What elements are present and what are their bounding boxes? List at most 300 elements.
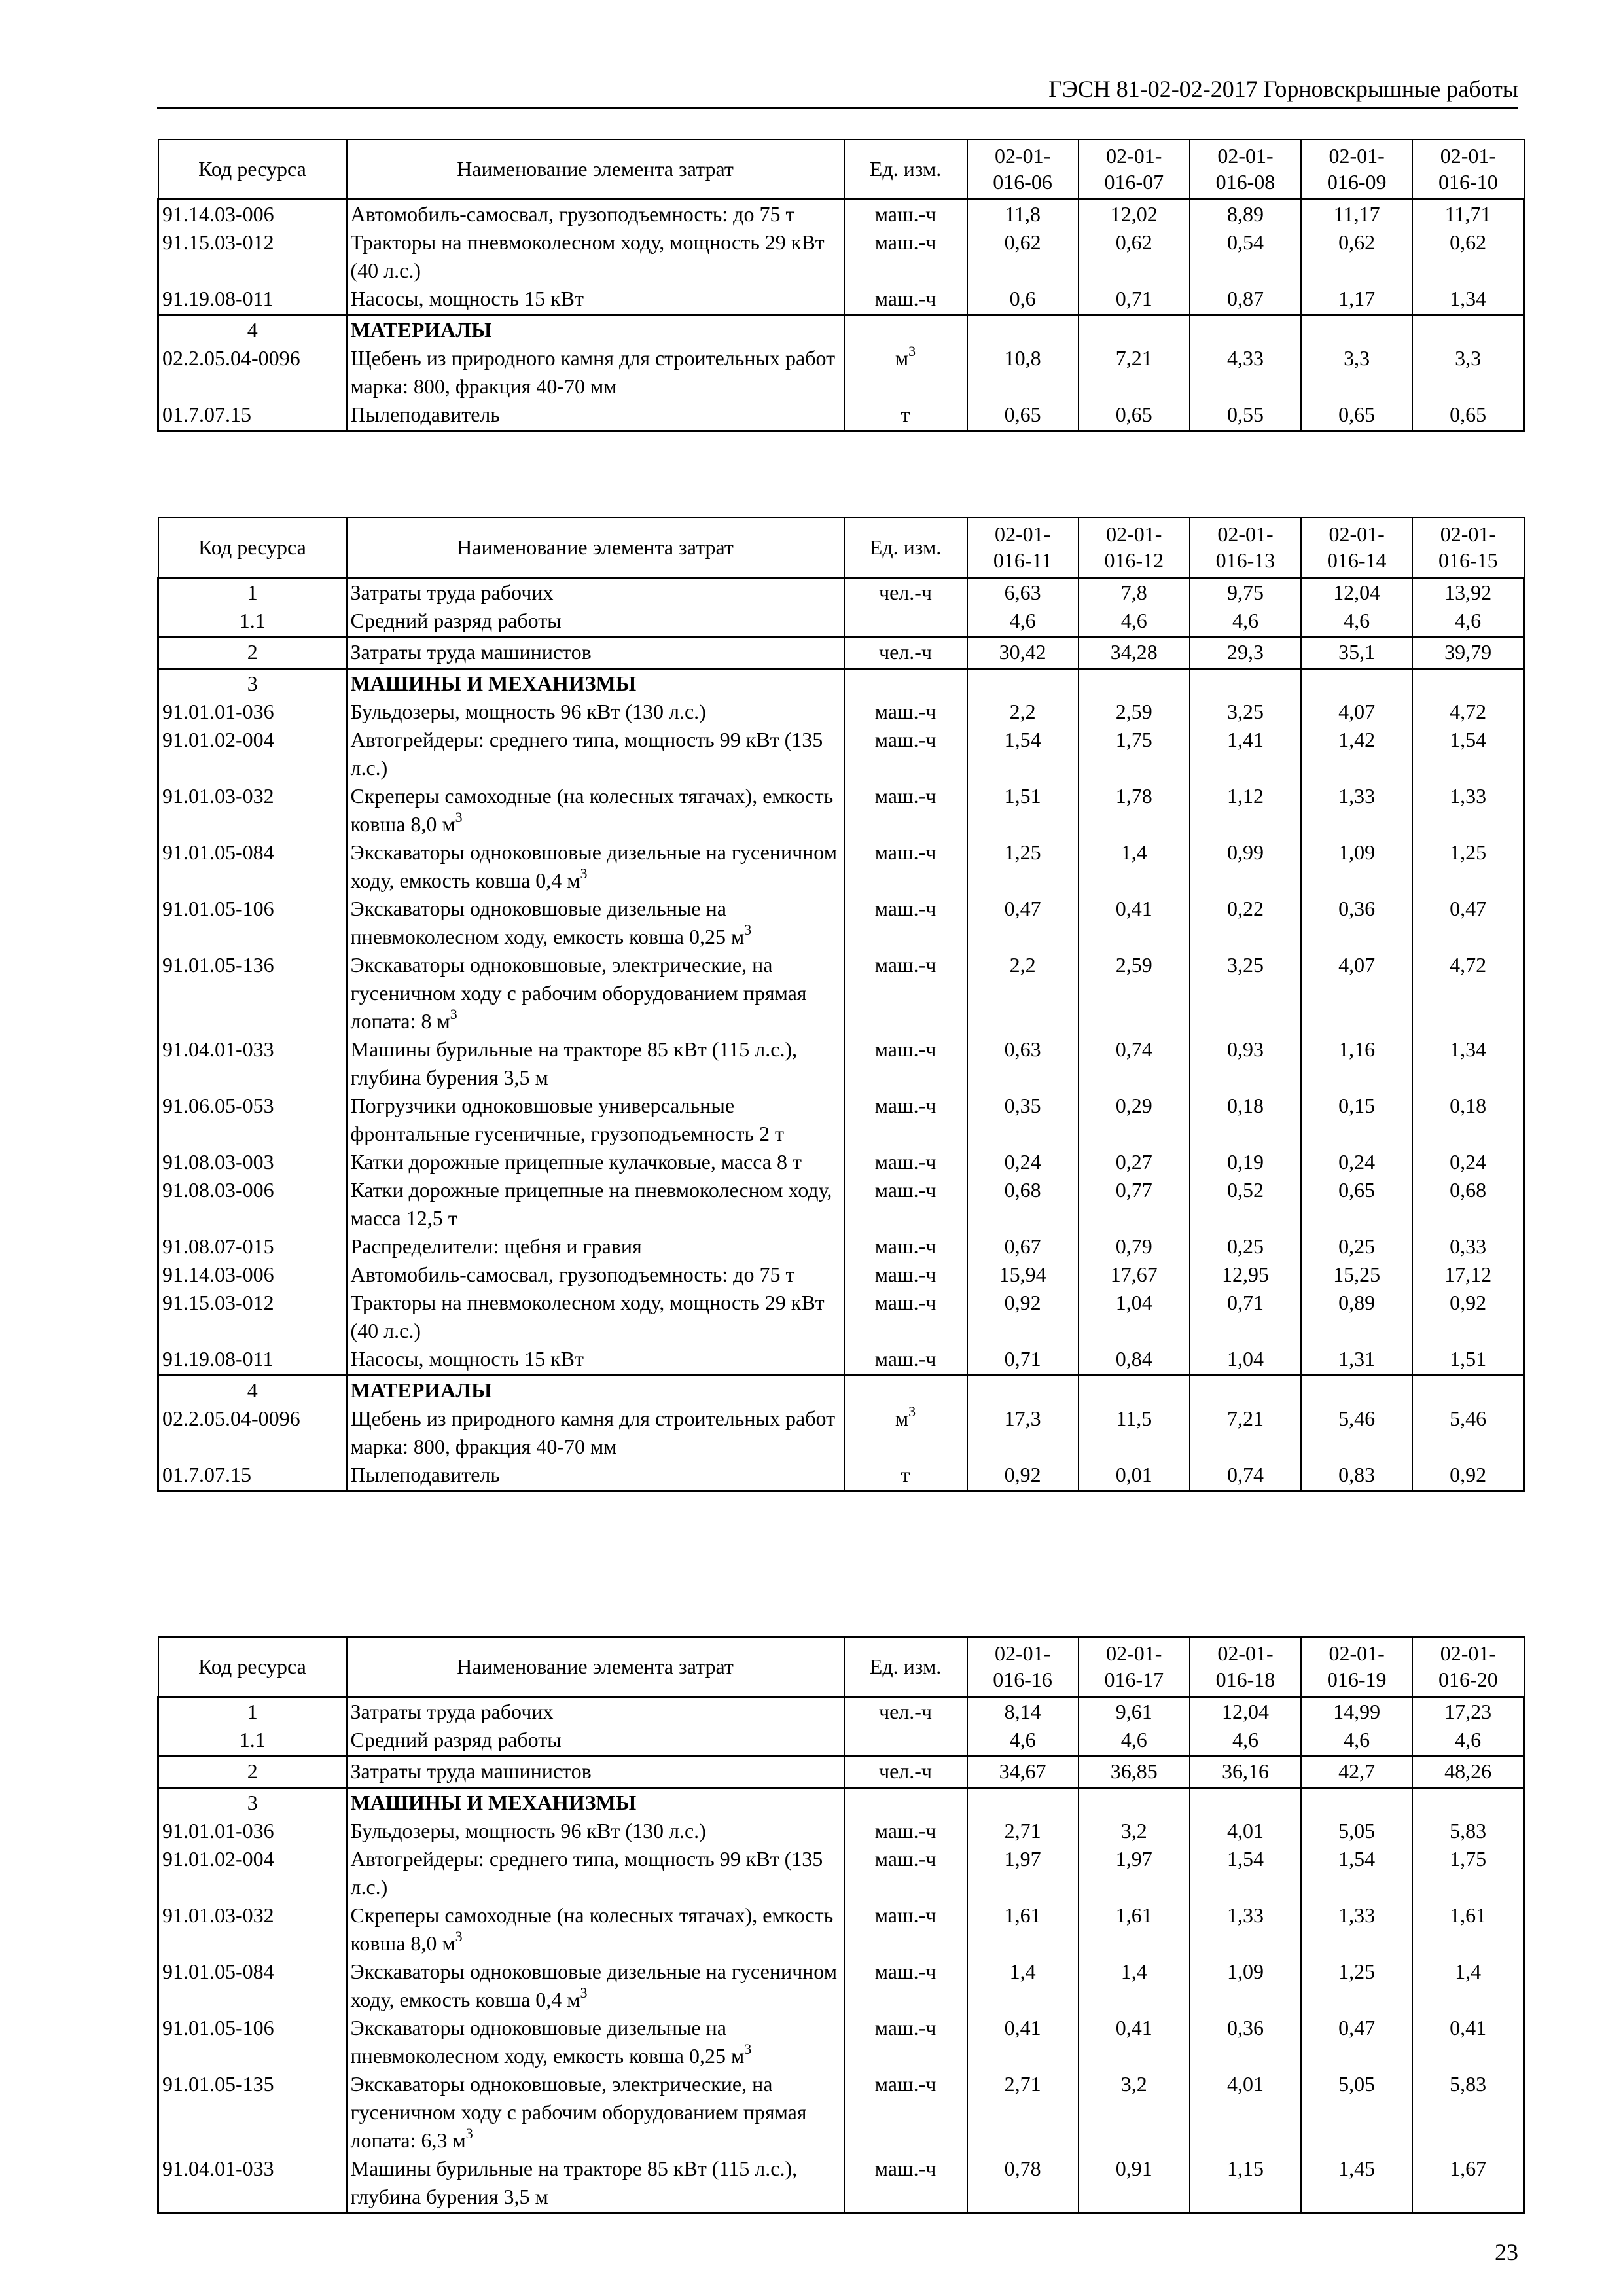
value-cell: 0,01 <box>1079 1461 1190 1492</box>
value-cell: 0,89 <box>1301 1289 1412 1345</box>
table-section <box>158 1787 1524 2213</box>
resource-code-cell: 1.1 <box>158 1726 347 1757</box>
value-cell: 0,79 <box>1079 1232 1190 1261</box>
unit-cell <box>844 315 967 344</box>
value-cell: 0,63 <box>967 1035 1079 1092</box>
unit-text: маш.-ч <box>874 1234 936 1258</box>
table-row <box>158 726 1524 782</box>
cost-element-name: Пылеподавитель <box>350 1462 500 1486</box>
value-cell: 2,71 <box>967 2070 1079 2155</box>
value-cell <box>1301 668 1412 698</box>
unit-cell <box>844 2070 967 2155</box>
norm-code-part: 016-19 <box>1327 1668 1387 1692</box>
norm-code-part: 016-07 <box>1104 170 1164 194</box>
value-cell: 0,65 <box>1301 401 1412 431</box>
cost-element-name-cell <box>347 1901 844 1958</box>
value-cell: 2,2 <box>967 951 1079 1035</box>
value-cell: 1,25 <box>1301 1958 1412 2014</box>
column-header-norm-code <box>1190 1637 1301 1696</box>
unit-cell <box>844 1092 967 1148</box>
norm-code-part: 02-01- <box>1329 1641 1385 1666</box>
cost-element-name-cell <box>347 315 844 344</box>
value-cell: 5,83 <box>1412 2070 1524 2155</box>
resource-code-cell: 91.01.03-032 <box>158 1901 347 1958</box>
value-cell: 0,35 <box>967 1092 1079 1148</box>
resource-code-cell: 01.7.07.15 <box>158 1461 347 1492</box>
value-cell: 0,65 <box>1412 401 1524 431</box>
superscript: 3 <box>465 2125 473 2142</box>
cost-element-name: Экскаваторы одноковшовые дизельные на гусеничном ходу, емкость ковша 0,4 м <box>350 1959 837 2011</box>
cost-element-name: Экскаваторы одноковшовые, электрические, на гусеничном ходу с рабочим оборудованием прямая лопата: 8 м <box>350 952 807 1033</box>
cost-element-name: МАТЕРИАЛЫ <box>350 1378 492 1402</box>
cost-element-name: Щебень из природного камня для строительных работ марка: 800, фракция 40-70 мм <box>350 1406 836 1458</box>
cost-element-name-cell <box>347 1817 844 1845</box>
value-cell: 1,51 <box>1412 1345 1524 1376</box>
cost-element-name-cell <box>347 2014 844 2070</box>
unit-cell <box>844 1958 967 2014</box>
superscript: 3 <box>744 921 752 938</box>
value-cell: 1,34 <box>1412 285 1524 315</box>
norm-code-part: 016-06 <box>993 170 1052 194</box>
resource-code-cell: 3 <box>158 1787 347 1817</box>
value-cell: 1,61 <box>967 1901 1079 1958</box>
value-cell: 12,04 <box>1301 577 1412 607</box>
value-cell: 4,6 <box>1190 607 1301 637</box>
unit-text: маш.-ч <box>874 1903 936 1927</box>
value-cell: 1,25 <box>967 838 1079 895</box>
unit-text: м <box>895 1406 909 1430</box>
table-row <box>158 1461 1524 1492</box>
value-cell: 12,04 <box>1190 1696 1301 1726</box>
value-cell: 0,52 <box>1190 1176 1301 1232</box>
norm-code-part: 02-01- <box>1329 522 1385 547</box>
superscript: 3 <box>455 808 463 825</box>
value-cell: 0,92 <box>1412 1289 1524 1345</box>
value-cell: 0,25 <box>1190 1232 1301 1261</box>
norm-code-part: 016-14 <box>1327 548 1387 573</box>
cost-element-name: Щебень из природного камня для строительных работ марка: 800, фракция 40-70 мм <box>350 346 836 398</box>
value-cell: 0,36 <box>1190 2014 1301 2070</box>
cost-element-name-cell <box>347 1148 844 1176</box>
value-cell: 7,8 <box>1079 577 1190 607</box>
value-cell: 0,47 <box>1412 895 1524 951</box>
table-row <box>158 1726 1524 1757</box>
value-cell <box>1079 315 1190 344</box>
value-cell <box>967 1787 1079 1817</box>
unit-text: маш.-ч <box>874 2156 936 2180</box>
resource-code-cell: 4 <box>158 1375 347 1405</box>
norm-code-part: 02-01- <box>994 144 1051 168</box>
cost-element-name: Тракторы на пневмоколесном ходу, мощность 29 кВт (40 л.с.) <box>350 1290 825 1342</box>
norms-table-1 <box>157 139 1525 432</box>
unit-cell <box>844 1375 967 1405</box>
table-section <box>158 315 1524 431</box>
resource-code-cell: 01.7.07.15 <box>158 401 347 431</box>
unit-cell <box>844 285 967 315</box>
resource-code-cell: 91.19.08-011 <box>158 285 347 315</box>
cost-element-name: Бульдозеры, мощность 96 кВт (130 л.с.) <box>350 1818 706 1842</box>
table-row <box>158 228 1524 285</box>
unit-cell <box>844 1726 967 1757</box>
value-cell <box>1412 1787 1524 1817</box>
value-cell: 2,59 <box>1079 698 1190 726</box>
value-cell: 0,24 <box>1301 1148 1412 1176</box>
column-header-name: Наименование элемента затрат <box>347 1637 844 1696</box>
cost-element-name: Затраты труда рабочих <box>350 580 554 604</box>
value-cell: 0,33 <box>1412 1232 1524 1261</box>
value-cell: 14,99 <box>1301 1696 1412 1726</box>
unit-text: чел.-ч <box>878 639 932 664</box>
superscript: 3 <box>580 865 588 882</box>
table-row <box>158 1035 1524 1092</box>
cost-element-name-cell <box>347 1726 844 1757</box>
norm-code-part: 016-10 <box>1438 170 1498 194</box>
unit-text: чел.-ч <box>878 1699 932 1723</box>
value-cell: 0,18 <box>1190 1092 1301 1148</box>
value-cell <box>1301 1787 1412 1817</box>
norm-code-part: 02-01- <box>994 1641 1051 1666</box>
unit-text: маш.-ч <box>874 783 936 808</box>
value-cell: 0,62 <box>1079 228 1190 285</box>
value-cell: 1,97 <box>967 1845 1079 1901</box>
table-row <box>158 1232 1524 1261</box>
value-cell: 4,6 <box>1301 1726 1412 1757</box>
value-cell: 15,94 <box>967 1261 1079 1289</box>
value-cell: 0,41 <box>1412 2014 1524 2070</box>
value-cell: 1,33 <box>1301 1901 1412 1958</box>
value-cell: 2,71 <box>967 1817 1079 1845</box>
table-row <box>158 838 1524 895</box>
column-header-norm-code <box>1412 139 1524 199</box>
unit-text: т <box>901 1462 910 1486</box>
value-cell: 1,54 <box>1412 726 1524 782</box>
column-header-norm-code <box>1079 1637 1190 1696</box>
value-cell: 3,3 <box>1301 344 1412 401</box>
value-cell: 5,05 <box>1301 2070 1412 2155</box>
unit-cell <box>844 1405 967 1461</box>
unit-text: маш.-ч <box>874 896 936 920</box>
norm-code-part: 016-12 <box>1104 548 1164 573</box>
column-header-norm-code <box>1190 518 1301 577</box>
value-cell: 4,6 <box>1412 607 1524 637</box>
unit-text: маш.-ч <box>874 1846 936 1871</box>
column-header-name: Наименование элемента затрат <box>347 518 844 577</box>
value-cell: 3,3 <box>1412 344 1524 401</box>
cost-element-name: Пылеподавитель <box>350 402 500 426</box>
cost-element-name-cell <box>347 698 844 726</box>
column-header-norm-code <box>1079 518 1190 577</box>
value-cell <box>1412 668 1524 698</box>
cost-element-name-cell <box>347 637 844 668</box>
value-cell: 1,12 <box>1190 782 1301 838</box>
value-cell: 1,51 <box>967 782 1079 838</box>
value-cell: 0,47 <box>967 895 1079 951</box>
table-row <box>158 1756 1524 1787</box>
value-cell: 1,33 <box>1190 1901 1301 1958</box>
column-header-norm-code <box>1190 139 1301 199</box>
unit-text: маш.-ч <box>874 699 936 723</box>
cost-element-name-cell <box>347 1035 844 1092</box>
value-cell: 4,6 <box>1190 1726 1301 1757</box>
column-header-norm-code <box>1301 518 1412 577</box>
value-cell: 3,2 <box>1079 2070 1190 2155</box>
cost-element-name-cell <box>347 577 844 607</box>
resource-code-cell: 91.01.02-004 <box>158 1845 347 1901</box>
table-row <box>158 577 1524 607</box>
value-cell: 5,46 <box>1301 1405 1412 1461</box>
resource-code-cell: 2 <box>158 1756 347 1787</box>
value-cell: 30,42 <box>967 637 1079 668</box>
table-row <box>158 1787 1524 1817</box>
value-cell: 17,12 <box>1412 1261 1524 1289</box>
value-cell: 0,78 <box>967 2155 1079 2214</box>
value-cell: 0,71 <box>1190 1289 1301 1345</box>
value-cell: 0,41 <box>1079 895 1190 951</box>
table-row <box>158 782 1524 838</box>
superscript: 3 <box>908 1403 916 1420</box>
cost-element-name-cell <box>347 1756 844 1787</box>
value-cell: 0,62 <box>1301 228 1412 285</box>
value-cell: 1,75 <box>1412 1845 1524 1901</box>
value-cell <box>1079 1787 1190 1817</box>
value-cell: 0,62 <box>1412 228 1524 285</box>
cost-element-name: Затраты труда машинистов <box>350 639 592 664</box>
cost-element-name-cell <box>347 199 844 228</box>
resource-code-cell: 3 <box>158 668 347 698</box>
unit-text: маш.-ч <box>874 1093 936 1117</box>
header-divider <box>157 107 1518 109</box>
value-cell: 1,45 <box>1301 2155 1412 2214</box>
cost-element-name-cell <box>347 1958 844 2014</box>
value-cell: 11,5 <box>1079 1405 1190 1461</box>
cost-element-name: Экскаваторы одноковшовые дизельные на пневмоколесном ходу, емкость ковша 0,25 м <box>350 896 745 948</box>
norm-code-part: 02-01- <box>1106 1641 1162 1666</box>
cost-element-name: Бульдозеры, мощность 96 кВт (130 л.с.) <box>350 699 706 723</box>
norm-code-part: 02-01- <box>994 522 1051 547</box>
norm-code-part: 016-08 <box>1215 170 1275 194</box>
unit-text: маш.-ч <box>874 1818 936 1842</box>
cost-element-name: Экскаваторы одноковшовые, электрические, на гусеничном ходу с рабочим оборудованием прямая лопата: 6,3 м <box>350 2072 807 2152</box>
value-cell: 5,46 <box>1412 1405 1524 1461</box>
value-cell <box>1301 1375 1412 1405</box>
value-cell: 3,2 <box>1079 1817 1190 1845</box>
cost-element-name: Машины бурильные на тракторе 85 кВт (115 л.с.), глубина бурения 3,5 м <box>350 1037 798 1089</box>
table-row <box>158 895 1524 951</box>
value-cell: 4,72 <box>1412 698 1524 726</box>
cost-element-name: Автомобиль-самосвал, грузоподъемность: до 75 т <box>350 1262 795 1286</box>
value-cell: 0,15 <box>1301 1092 1412 1148</box>
value-cell: 1,54 <box>1301 1845 1412 1901</box>
value-cell: 1,16 <box>1301 1035 1412 1092</box>
resource-code-cell: 91.01.05-135 <box>158 2070 347 2155</box>
resource-code-cell: 91.19.08-011 <box>158 1345 347 1376</box>
column-header-norm-code <box>967 1637 1079 1696</box>
cost-element-name-cell <box>347 1261 844 1289</box>
value-cell: 1,15 <box>1190 2155 1301 2214</box>
value-cell: 0,62 <box>967 228 1079 285</box>
value-cell: 0,74 <box>1190 1461 1301 1492</box>
resource-code-cell: 91.01.05-084 <box>158 1958 347 2014</box>
unit-cell <box>844 344 967 401</box>
value-cell: 0,92 <box>967 1461 1079 1492</box>
value-cell: 12,02 <box>1079 199 1190 228</box>
unit-cell <box>844 1817 967 1845</box>
value-cell: 0,91 <box>1079 2155 1190 2214</box>
value-cell: 1,09 <box>1190 1958 1301 2014</box>
unit-text: маш.-ч <box>874 840 936 864</box>
resource-code-cell: 91.06.05-053 <box>158 1092 347 1148</box>
cost-element-name-cell <box>347 1461 844 1492</box>
table-row <box>158 2155 1524 2214</box>
unit-cell <box>844 1232 967 1261</box>
document-header-title: ГЭСН 81-02-02-2017 Горновскрышные работы <box>1048 76 1518 102</box>
norm-code-part: 02-01- <box>1440 522 1497 547</box>
table-row <box>158 668 1524 698</box>
norm-code-part: 02-01- <box>1329 144 1385 168</box>
value-cell: 2,59 <box>1079 951 1190 1035</box>
value-cell: 8,89 <box>1190 199 1301 228</box>
table-row <box>158 315 1524 344</box>
table-header-row <box>158 139 1524 199</box>
table-section <box>158 637 1524 668</box>
value-cell: 0,54 <box>1190 228 1301 285</box>
cost-element-name: Скреперы самоходные (на колесных тягачах), емкость ковша 8,0 м <box>350 1903 834 1955</box>
unit-text: т <box>901 402 910 426</box>
value-cell: 29,3 <box>1190 637 1301 668</box>
cost-element-name: Скреперы самоходные (на колесных тягачах), емкость ковша 8,0 м <box>350 783 834 836</box>
cost-element-name-cell <box>347 1375 844 1405</box>
value-cell: 39,79 <box>1412 637 1524 668</box>
table-row <box>158 344 1524 401</box>
resource-code-cell: 91.01.03-032 <box>158 782 347 838</box>
value-cell: 1,75 <box>1079 726 1190 782</box>
unit-cell <box>844 228 967 285</box>
column-header-unit: Ед. изм. <box>844 518 967 577</box>
column-header-norm-code <box>1301 139 1412 199</box>
resource-code-cell: 2 <box>158 637 347 668</box>
value-cell: 5,83 <box>1412 1817 1524 1845</box>
cost-element-name: МАШИНЫ И МЕХАНИЗМЫ <box>350 671 637 695</box>
cost-element-name-cell <box>347 2070 844 2155</box>
value-cell: 0,22 <box>1190 895 1301 951</box>
table-row <box>158 1261 1524 1289</box>
table-row <box>158 1289 1524 1345</box>
value-cell: 0,71 <box>967 1345 1079 1376</box>
unit-cell <box>844 1461 967 1492</box>
value-cell: 0,92 <box>967 1289 1079 1345</box>
value-cell <box>1190 315 1301 344</box>
value-cell: 0,65 <box>1079 401 1190 431</box>
unit-cell <box>844 1289 967 1345</box>
resource-code-cell: 91.01.05-106 <box>158 895 347 951</box>
value-cell: 0,68 <box>967 1176 1079 1232</box>
unit-text: м <box>895 346 909 370</box>
resource-code-cell: 91.08.03-003 <box>158 1148 347 1176</box>
table-row <box>158 2014 1524 2070</box>
table-header-row <box>158 1637 1524 1696</box>
table-section <box>158 199 1524 315</box>
value-cell: 0,36 <box>1301 895 1412 951</box>
value-cell: 13,92 <box>1412 577 1524 607</box>
value-cell: 3,25 <box>1190 698 1301 726</box>
column-header-norm-code <box>1301 1637 1412 1696</box>
cost-element-name-cell <box>347 2155 844 2214</box>
cost-element-name: Автомобиль-самосвал, грузоподъемность: до 75 т <box>350 202 795 226</box>
column-header-norm-code <box>1412 518 1524 577</box>
table-section <box>158 1756 1524 1787</box>
superscript: 3 <box>450 1005 457 1022</box>
value-cell: 0,19 <box>1190 1148 1301 1176</box>
unit-text: маш.-ч <box>874 1037 936 1061</box>
table-row <box>158 951 1524 1035</box>
table-row <box>158 1817 1524 1845</box>
value-cell: 0,93 <box>1190 1035 1301 1092</box>
cost-element-name: Насосы, мощность 15 кВт <box>350 1346 584 1371</box>
resource-code-cell: 91.01.01-036 <box>158 698 347 726</box>
cost-element-name-cell <box>347 1845 844 1901</box>
value-cell: 1,54 <box>967 726 1079 782</box>
cost-element-name: Распределители: щебня и гравия <box>350 1234 642 1258</box>
value-cell <box>967 315 1079 344</box>
column-header-norm-code <box>967 139 1079 199</box>
unit-text: маш.-ч <box>874 230 936 254</box>
value-cell: 1,61 <box>1412 1901 1524 1958</box>
cost-element-name: Экскаваторы одноковшовые дизельные на гусеничном ходу, емкость ковша 0,4 м <box>350 840 837 892</box>
cost-element-name-cell <box>347 1232 844 1261</box>
value-cell <box>1079 668 1190 698</box>
table-row <box>158 2070 1524 2155</box>
unit-cell <box>844 577 967 607</box>
resource-code-cell: 91.15.03-012 <box>158 1289 347 1345</box>
unit-text: маш.-ч <box>874 1262 936 1286</box>
cost-element-name: Погрузчики одноковшовые универсальные фронтальные гусеничные, грузоподъемность 2 т <box>350 1093 785 1145</box>
norm-code-part: 02-01- <box>1217 1641 1274 1666</box>
value-cell: 11,17 <box>1301 199 1412 228</box>
value-cell: 0,83 <box>1301 1461 1412 1492</box>
unit-text: маш.-ч <box>874 1290 936 1314</box>
value-cell: 0,84 <box>1079 1345 1190 1376</box>
cost-element-name: Тракторы на пневмоколесном ходу, мощность 29 кВт (40 л.с.) <box>350 230 825 282</box>
unit-cell <box>844 838 967 895</box>
table-row <box>158 1176 1524 1232</box>
value-cell: 3,25 <box>1190 951 1301 1035</box>
cost-element-name: Катки дорожные прицепные на пневмоколесном ходу, масса 12,5 т <box>350 1177 832 1230</box>
unit-cell <box>844 1035 967 1092</box>
norm-code-part: 016-11 <box>993 548 1052 573</box>
cost-element-name: Машины бурильные на тракторе 85 кВт (115 л.с.), глубина бурения 3,5 м <box>350 2156 798 2208</box>
value-cell: 4,6 <box>1301 607 1412 637</box>
value-cell: 0,65 <box>967 401 1079 431</box>
table-row <box>158 607 1524 637</box>
cost-element-name-cell <box>347 1405 844 1461</box>
value-cell: 34,67 <box>967 1756 1079 1787</box>
table-row <box>158 698 1524 726</box>
table-row <box>158 199 1524 228</box>
value-cell: 1,97 <box>1079 1845 1190 1901</box>
value-cell: 0,24 <box>1412 1148 1524 1176</box>
resource-code-cell: 91.01.02-004 <box>158 726 347 782</box>
value-cell: 1,54 <box>1190 1845 1301 1901</box>
cost-element-name: Экскаваторы одноковшовые дизельные на пневмоколесном ходу, емкость ковша 0,25 м <box>350 2015 745 2068</box>
unit-cell <box>844 1845 967 1901</box>
unit-text: маш.-ч <box>874 727 936 751</box>
resource-code-cell: 91.01.01-036 <box>158 1817 347 1845</box>
norm-code-part: 02-01- <box>1106 522 1162 547</box>
unit-text: маш.-ч <box>874 2072 936 2096</box>
page-number: 23 <box>1495 2239 1518 2265</box>
table-row <box>158 285 1524 315</box>
norm-code-part: 02-01- <box>1217 144 1274 168</box>
